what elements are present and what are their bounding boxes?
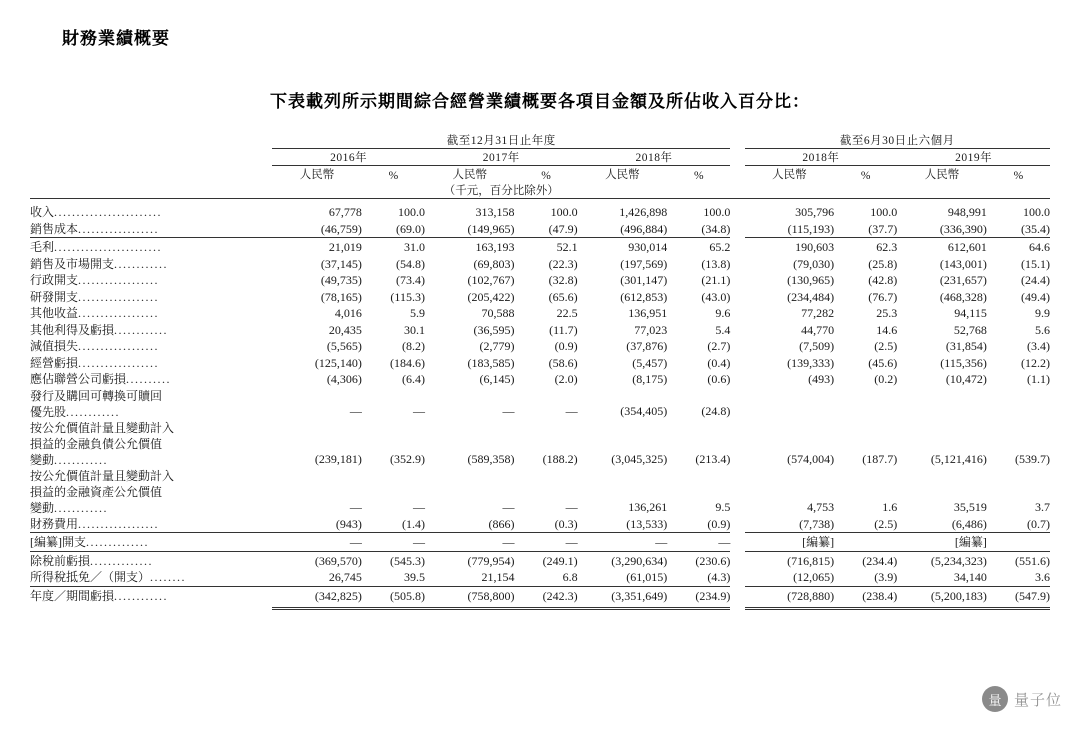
row-value: (46,759) [320, 221, 362, 236]
row-value: (7,738) [799, 516, 835, 531]
row-value: (342,825) [314, 588, 362, 603]
row-value: (468,328) [939, 289, 987, 304]
row-value: 22.5 [556, 306, 578, 320]
row-value: (589,358) [467, 452, 515, 466]
row-value: (547.9) [1015, 588, 1050, 603]
row-label: 財務費用.................. [30, 516, 160, 531]
table-row [30, 534, 1050, 551]
row-value: (7,509) [799, 339, 835, 353]
column-gap [730, 221, 744, 238]
row-value: 4,753 [807, 500, 835, 514]
row-value: (65.6) [548, 289, 578, 304]
row-value: (4,306) [326, 372, 362, 386]
column-gap [730, 534, 744, 551]
row-value: (183,585) [467, 355, 515, 370]
table-row [30, 588, 1050, 605]
row-value: 136,261 [628, 500, 668, 514]
row-value: — [718, 535, 731, 549]
row-value: (2.5) [874, 516, 898, 531]
row-value [745, 388, 835, 420]
row-value [834, 388, 897, 420]
column-gap [730, 204, 744, 221]
table-row [30, 221, 1050, 238]
row-value: (8,175) [632, 372, 668, 386]
row-label: 減值損失.................. [30, 339, 160, 353]
row-value: 52.1 [556, 240, 578, 254]
row-value: (45.6) [868, 355, 898, 370]
table-row [30, 338, 1050, 355]
row-value: (15.1) [1021, 256, 1050, 271]
row-value: — [349, 535, 362, 549]
group-header-annual: 截至12月31日止年度 [272, 132, 730, 149]
row-value: (234.9) [695, 588, 731, 603]
row-value: (866) [488, 516, 515, 531]
row-value: 5.4 [715, 322, 731, 337]
row-value: (73.4) [395, 273, 425, 287]
row-value: — [412, 404, 425, 418]
row-value: — [502, 500, 515, 514]
row-label: 銷售及市場開支............ [30, 256, 169, 271]
row-value: 305,796 [795, 205, 835, 219]
table-body [30, 204, 1050, 609]
row-double-rule [30, 604, 1050, 609]
row-value: 5.9 [409, 306, 425, 320]
row-value: (205,422) [467, 289, 515, 304]
year-header-2016: 2016年 [272, 149, 425, 166]
table-row [30, 305, 1050, 322]
row-value: [編纂] [802, 535, 835, 549]
row-label: 研發開支.................. [30, 289, 160, 304]
table-row [30, 388, 1050, 420]
row-label: 收入........................ [30, 205, 163, 219]
row-value: 64.6 [1029, 240, 1050, 254]
row-value: (12.2) [1021, 355, 1050, 370]
row-value: (143,001) [939, 256, 987, 271]
row-label: 按公允價值計量且變動計入 損益的金融負債公允價值 變動............ [30, 420, 175, 467]
row-value: (22.3) [548, 256, 578, 271]
row-value: (0.9) [554, 339, 578, 353]
row-value: (239,181) [314, 452, 362, 466]
row-label: 所得稅抵免／（開支）........ [30, 570, 187, 584]
col-rmb-2017: 人民幣 [452, 169, 487, 181]
row-value: (2.5) [874, 339, 898, 353]
row-value: (49.4) [1021, 289, 1050, 304]
row-value: (352.9) [389, 452, 425, 466]
col-pct-2018: % [693, 170, 704, 182]
column-gap [730, 289, 744, 306]
row-value [987, 534, 1050, 551]
table-row [30, 289, 1050, 306]
row-value: (42.8) [868, 273, 898, 287]
column-gap [730, 588, 744, 605]
row-value: (545.3) [389, 553, 425, 568]
row-value: (539.7) [1015, 452, 1050, 466]
row-value: 5.6 [1035, 322, 1050, 337]
col-pct-2017: % [541, 170, 551, 182]
row-value [834, 534, 897, 551]
row-value: (3.9) [874, 570, 898, 584]
table-row [30, 569, 1050, 586]
row-value: (213.4) [695, 452, 731, 466]
row-value: (493) [808, 372, 835, 386]
year-header-2018-interim: 2018年 [745, 149, 898, 166]
row-value: 930,014 [628, 240, 668, 254]
row-value: 612,601 [947, 240, 987, 254]
row-value: (188.2) [542, 452, 578, 466]
row-value: (32.8) [548, 273, 578, 287]
row-value: (5,565) [326, 339, 362, 353]
table-row [30, 468, 1050, 516]
row-value: (0.9) [707, 516, 731, 531]
row-value: (115,193) [787, 221, 835, 236]
row-value: (716,815) [787, 553, 835, 568]
row-value: (139,333) [787, 355, 835, 370]
row-value: (4.3) [707, 570, 731, 584]
col-pct-2018h: % [860, 170, 871, 182]
row-value: 9.6 [715, 306, 731, 320]
row-value: 1.6 [882, 500, 898, 514]
row-value: 94,115 [954, 306, 987, 320]
row-value: (943) [335, 516, 362, 531]
year-header-2018: 2018年 [578, 149, 731, 166]
row-value: 20,435 [328, 322, 362, 337]
table-row [30, 371, 1050, 388]
col-rmb-2018: 人民幣 [605, 169, 640, 181]
row-value: (54.8) [395, 256, 425, 271]
row-value [897, 388, 987, 420]
lead-paragraph: 下表載列所示期間綜合經營業績概要各項目金額及所佔收入百分比： [270, 92, 810, 111]
col-rmb-2016: 人民幣 [299, 169, 335, 181]
row-value: (3.4) [1027, 339, 1050, 353]
watermark [982, 686, 1062, 712]
row-value: (24.8) [701, 404, 731, 418]
row-value: (47.9) [548, 221, 578, 236]
row-value: (249.1) [542, 553, 578, 568]
row-value: (0.6) [707, 372, 731, 386]
column-gap [730, 468, 744, 516]
row-value: 70,588 [481, 306, 515, 320]
row-value: (779,954) [467, 553, 515, 568]
row-value: (238.4) [862, 588, 898, 603]
row-value: (184.6) [389, 355, 425, 370]
column-gap [730, 322, 744, 339]
row-value: (12,065) [793, 570, 835, 584]
column-gap [730, 420, 744, 468]
row-value: — [565, 404, 578, 418]
row-value: 25.3 [876, 306, 898, 320]
row-value: (234.4) [862, 553, 898, 568]
row-value: (5,200,183) [930, 588, 987, 603]
row-value: (69,803) [473, 256, 515, 271]
col-rmb-2018h: 人民幣 [772, 169, 807, 181]
group-header-interim: 截至6月30日止六個月 [745, 132, 1050, 149]
row-value: (11.7) [549, 322, 578, 337]
row-value: 44,770 [801, 322, 835, 337]
row-value: (505.8) [389, 588, 425, 603]
row-value: (3,351,649) [611, 588, 668, 603]
row-value: 21,019 [328, 240, 362, 254]
row-value: (6.4) [401, 372, 425, 386]
row-value: 62.3 [876, 240, 898, 254]
table-row [30, 322, 1050, 339]
row-value: (43.0) [701, 289, 731, 304]
row-value: (25.8) [868, 256, 898, 271]
row-value: 65.2 [709, 240, 731, 254]
row-value: (612,853) [620, 289, 668, 304]
row-value: (2,779) [479, 339, 515, 353]
row-value: (496,884) [620, 221, 668, 236]
row-value: (49,735) [320, 273, 362, 287]
row-value: 30.1 [403, 322, 425, 337]
table-row [30, 516, 1050, 533]
table-row [30, 420, 1050, 468]
row-value: 4,016 [334, 306, 362, 320]
column-gap [730, 371, 744, 388]
row-value: — [502, 535, 515, 549]
row-value: (234,484) [787, 289, 835, 304]
row-label: 應佔聯營公司虧損.......... [30, 372, 172, 386]
group-header-row [30, 132, 1050, 149]
row-value: (197,569) [620, 256, 668, 271]
year-header-row [30, 149, 1050, 166]
row-value: 35,519 [953, 500, 987, 514]
row-value: (574,004) [787, 452, 835, 466]
row-value: (35.4) [1021, 221, 1050, 236]
row-value: (0.2) [874, 372, 898, 386]
row-value: 39.5 [403, 570, 425, 584]
year-header-2017: 2017年 [425, 149, 578, 166]
row-value: (13,533) [626, 516, 668, 531]
row-value: (34.8) [701, 221, 731, 236]
row-value: (10,472) [945, 372, 987, 386]
row-value: (6,486) [951, 516, 987, 531]
row-value: (115,356) [940, 355, 987, 370]
row-value: 9.9 [1035, 306, 1050, 320]
row-value: — [412, 500, 425, 514]
row-label: [編纂]開支.............. [30, 535, 149, 549]
row-value [987, 388, 1050, 420]
row-value: 34,140 [953, 570, 987, 584]
row-value: 3.6 [1035, 570, 1050, 584]
row-value: — [349, 404, 362, 418]
row-value: (36,595) [473, 322, 515, 337]
row-value: (242.3) [542, 588, 578, 603]
row-value: 100.0 [550, 205, 578, 219]
row-value: 21,154 [481, 570, 515, 584]
column-gap [730, 239, 744, 256]
table-row [30, 256, 1050, 273]
column-gap [730, 553, 744, 570]
row-value: (354,405) [620, 404, 668, 418]
row-value: — [565, 500, 578, 514]
column-gap [730, 569, 744, 586]
row-value: (76.7) [868, 289, 898, 304]
row-value: (8.2) [401, 339, 425, 353]
row-label: 發行及購回可轉換可贖回 優先股............ [30, 388, 163, 419]
column-gap [730, 355, 744, 372]
table-row [30, 553, 1050, 570]
row-value: (2.7) [707, 339, 731, 353]
row-value: (125,140) [314, 355, 362, 370]
row-value: (115.3) [390, 289, 425, 304]
row-value: 31.0 [403, 240, 425, 254]
col-rmb-2019h: 人民幣 [924, 169, 960, 181]
row-label: 按公允價值計量且變動計入 損益的金融資產公允價值 變動............ [30, 468, 175, 515]
row-value: (13.8) [701, 256, 731, 271]
row-value: — [565, 535, 578, 549]
financial-summary-table [30, 132, 1050, 610]
table-row [30, 355, 1050, 372]
row-value: 100.0 [703, 205, 731, 219]
column-gap [730, 516, 744, 533]
column-gap [730, 338, 744, 355]
row-value: (24.4) [1021, 273, 1050, 287]
row-value: — [349, 500, 362, 514]
row-value: 100.0 [1023, 205, 1050, 219]
row-value: (5,457) [632, 355, 668, 370]
table-row [30, 204, 1050, 221]
row-value: [編纂] [954, 535, 987, 549]
row-value: (6,145) [479, 372, 515, 386]
row-value: (1.1) [1027, 372, 1050, 386]
row-value: 190,603 [795, 240, 835, 254]
table-row [30, 239, 1050, 256]
row-label: 其他收益.................. [30, 306, 160, 320]
row-value: (187.7) [862, 452, 898, 466]
row-label: 年度／期間虧損............ [30, 588, 169, 603]
row-value: (758,800) [467, 588, 515, 603]
row-value: (31,854) [945, 339, 987, 353]
row-value: 9.5 [715, 500, 731, 514]
table-row [30, 272, 1050, 289]
row-value: 52,768 [953, 322, 987, 337]
row-value: (301,147) [620, 273, 668, 287]
row-value: (336,390) [939, 221, 987, 236]
row-value: (0.7) [1027, 516, 1050, 531]
col-pct-2019h: % [1013, 170, 1024, 182]
row-value: 163,193 [475, 240, 515, 254]
column-gap [730, 388, 744, 420]
row-value: (5,121,416) [930, 452, 987, 466]
row-label: 毛利........................ [30, 240, 163, 254]
row-value: (130,965) [787, 273, 835, 287]
row-value: (79,030) [793, 256, 835, 271]
row-value: (37,876) [626, 339, 668, 353]
row-value: (2.0) [554, 372, 578, 386]
row-value: (37.7) [868, 221, 898, 236]
column-gap [730, 256, 744, 273]
row-value: 3.7 [1035, 500, 1050, 514]
row-value: (3,290,634) [611, 553, 668, 568]
row-value: 14.6 [876, 322, 898, 337]
row-value: 313,158 [475, 205, 515, 219]
watermark-logo: 量 [982, 686, 1008, 712]
row-label: 銷售成本.................. [30, 221, 160, 236]
row-value: (0.4) [707, 355, 731, 370]
row-value: (102,767) [467, 273, 515, 287]
year-header-2019-interim: 2019年 [897, 149, 1050, 166]
column-subheader-row [30, 166, 1050, 183]
watermark-text: 量子位 [1013, 691, 1062, 709]
row-value: (37,145) [320, 256, 362, 271]
row-value: (728,880) [787, 588, 835, 603]
row-value: 948,991 [947, 205, 987, 219]
column-gap [730, 305, 744, 322]
row-value: (3,045,325) [611, 452, 668, 466]
row-value: (369,570) [314, 553, 362, 568]
row-value: (1.4) [401, 516, 425, 531]
row-value: (230.6) [695, 553, 731, 568]
row-label: 經營虧損.................. [30, 355, 160, 370]
col-pct-2016: % [388, 170, 399, 182]
row-value: (78,165) [320, 289, 362, 304]
row-value: 100.0 [870, 205, 898, 219]
row-value: (231,657) [939, 273, 987, 287]
row-value: — [655, 535, 668, 549]
row-value: (149,965) [467, 221, 515, 236]
row-value: 100.0 [397, 205, 425, 219]
page-title: 財務業績概要 [62, 29, 170, 48]
row-value: — [502, 404, 515, 418]
row-label: 行政開支.................. [30, 273, 160, 287]
row-label: 其他利得及虧損............ [30, 322, 169, 337]
row-label: 除稅前虧損.............. [30, 553, 154, 568]
row-value: (61,015) [626, 570, 668, 584]
row-value: 77,023 [634, 322, 668, 337]
row-value: (69.0) [395, 221, 425, 236]
row-value: 136,951 [628, 306, 668, 320]
row-value: 6.8 [562, 570, 578, 584]
column-gap [730, 272, 744, 289]
unit-note-row [30, 182, 1050, 199]
row-value: (58.6) [548, 355, 578, 370]
row-value: 77,282 [801, 306, 835, 320]
unit-note: （千元，百分比除外） [443, 185, 559, 197]
row-value: (5,234,323) [930, 553, 987, 568]
row-value: — [412, 535, 425, 549]
row-value: (551.6) [1015, 553, 1050, 568]
row-value: 1,426,898 [619, 205, 668, 219]
row-value: 67,778 [328, 205, 362, 219]
row-value: (21.1) [701, 273, 731, 287]
row-value: 26,745 [328, 570, 362, 584]
row-value: (0.3) [554, 516, 578, 531]
